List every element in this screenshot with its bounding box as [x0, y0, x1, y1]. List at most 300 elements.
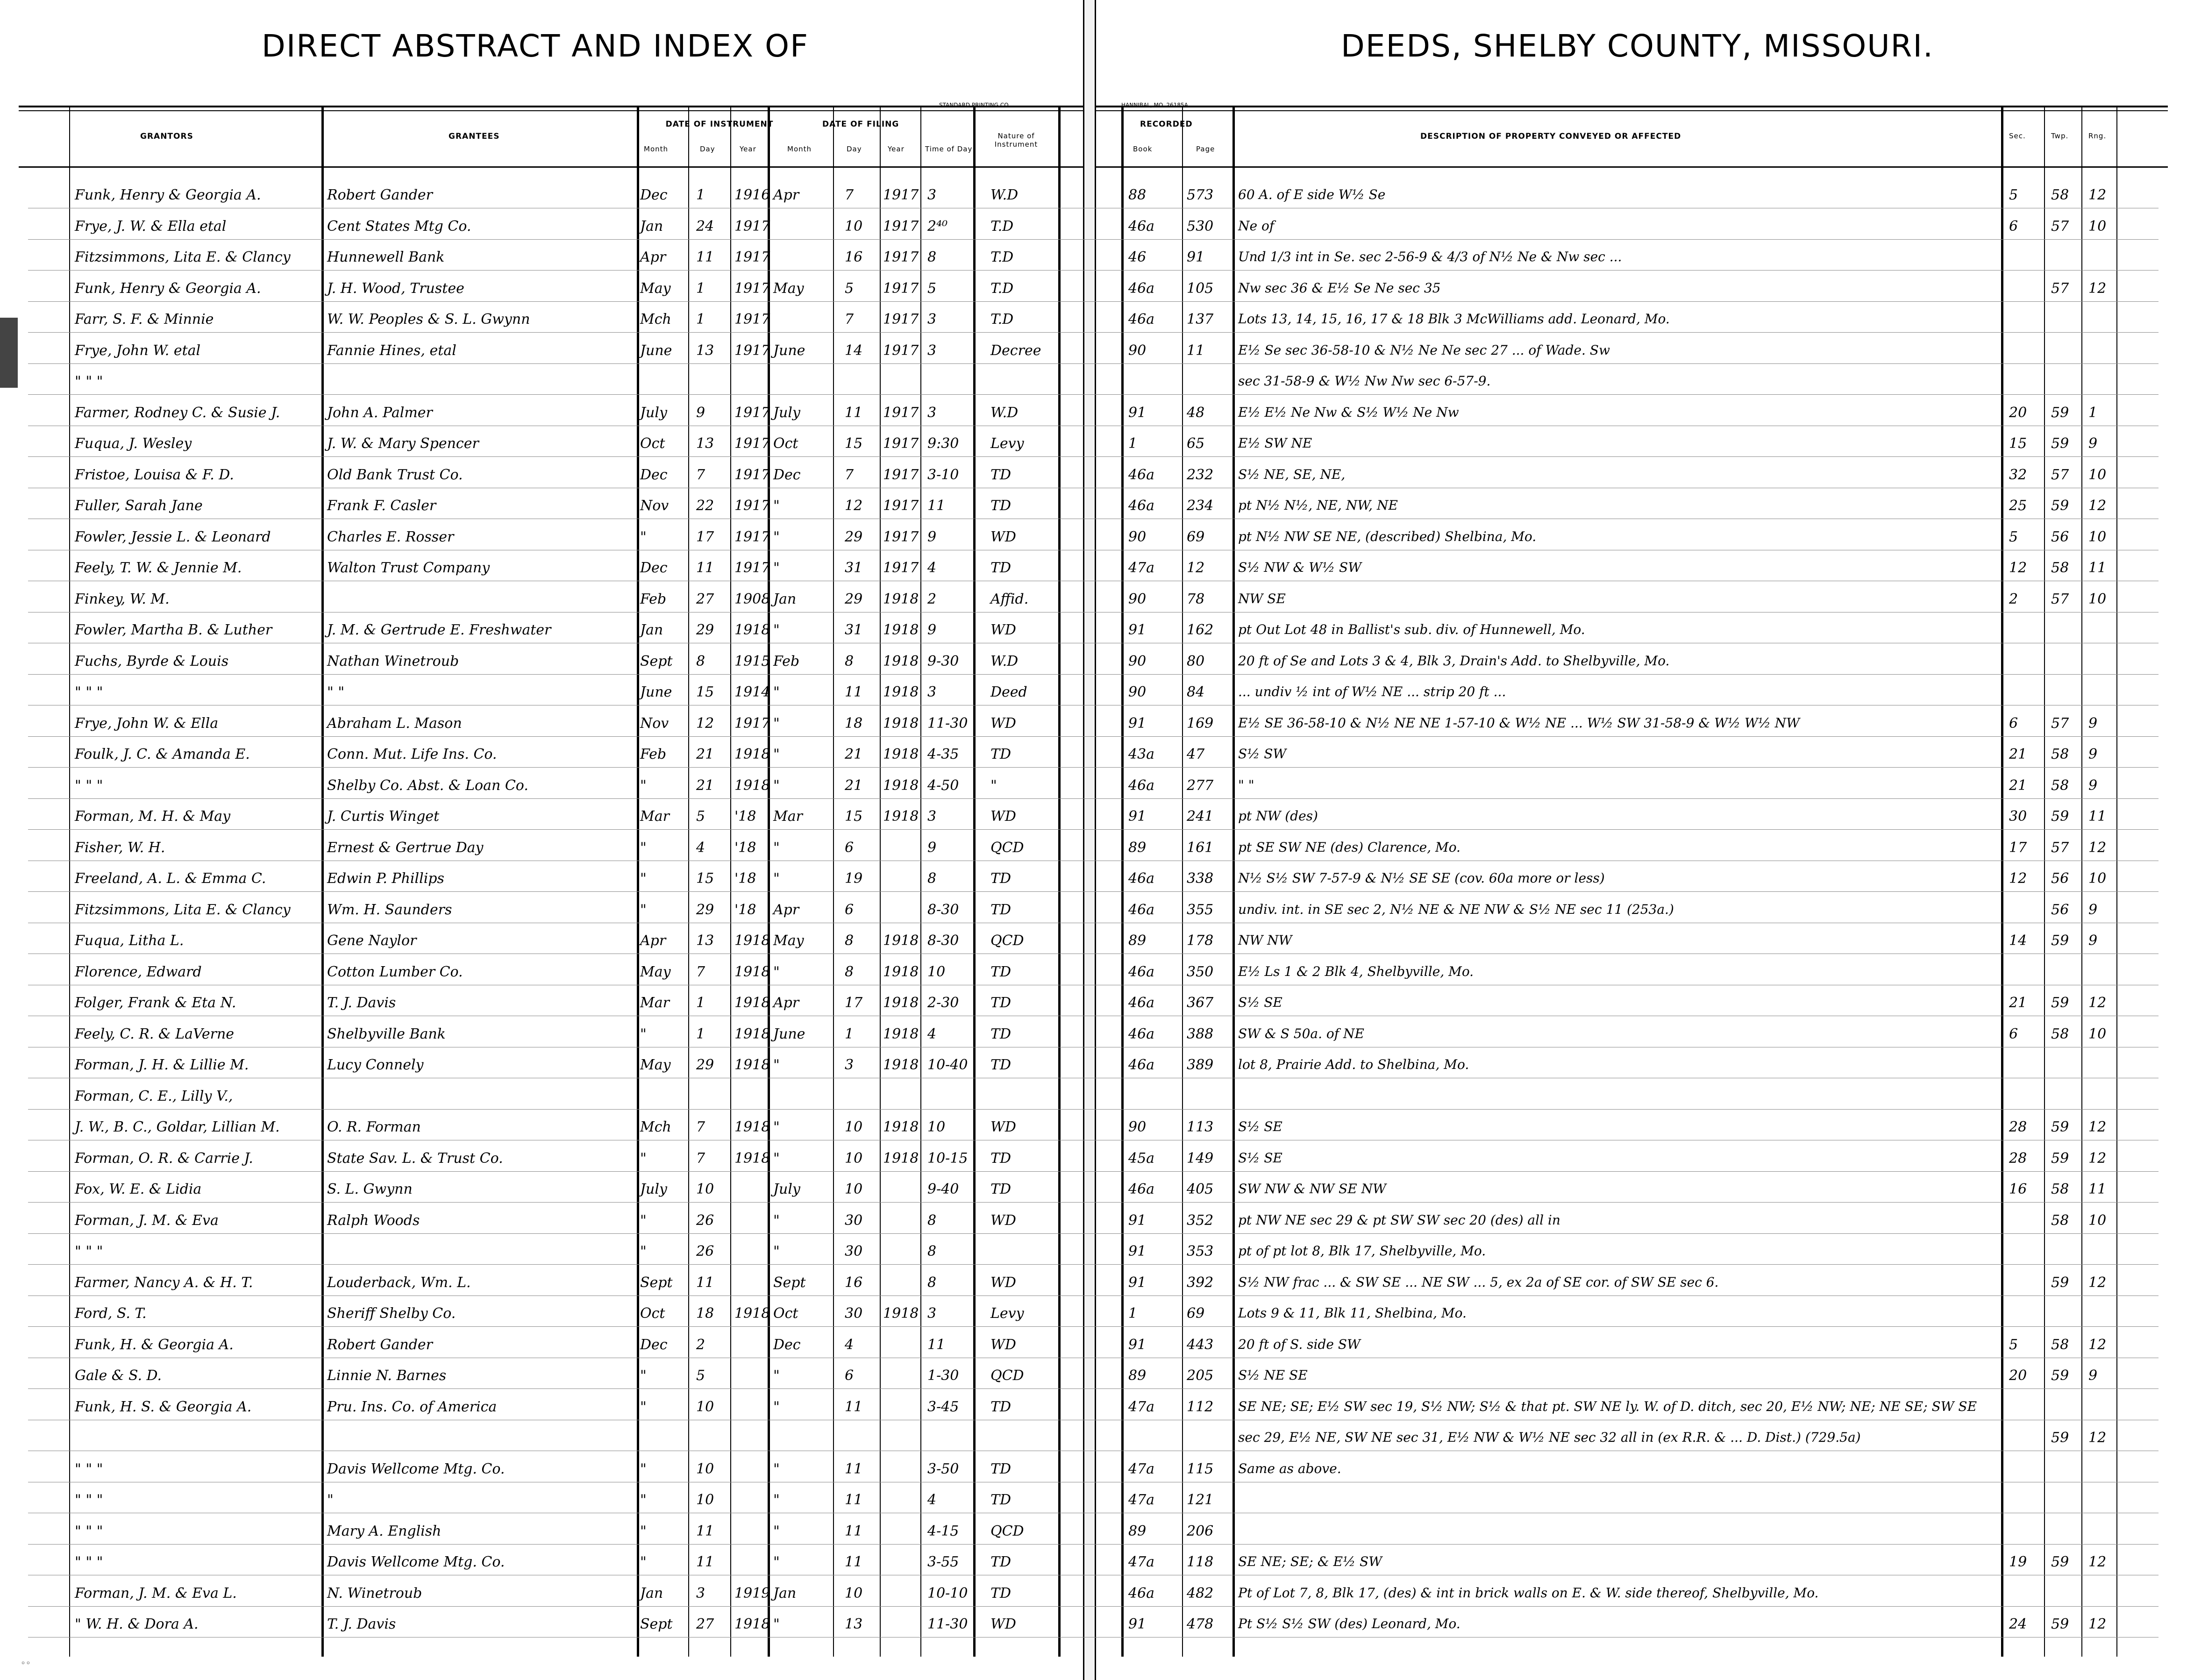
nature-cell: T.D: [990, 249, 1014, 265]
instrument-month-cell: May: [640, 1057, 671, 1073]
row-rule: [28, 270, 2159, 271]
page-title-right: DEEDS, SHELBY COUNTY, MISSOURI.: [1341, 28, 1934, 64]
filing-day-cell: 7: [845, 466, 854, 483]
grantee-cell: Davis Wellcome Mtg. Co.: [327, 1460, 505, 1477]
filing-year-cell: 1918: [883, 684, 919, 700]
filing-year-cell: 1917: [883, 466, 919, 483]
description-cell: E½ Se sec 36-58-10 & N½ Ne Ne sec 27 ... of Wade. Sw: [1238, 342, 1610, 358]
header-rng: Rng.: [2088, 132, 2107, 140]
sec-cell: 17: [2009, 839, 2027, 856]
book-cell: 91: [1128, 715, 1147, 732]
filing-year-cell: 1918: [883, 1025, 919, 1042]
filing-day-cell: 29: [845, 528, 863, 545]
filing-year-cell: 1918: [883, 777, 919, 794]
grantee-cell: Charles E. Rosser: [327, 528, 454, 545]
filing-year-cell: 1917: [883, 249, 919, 265]
nature-cell: WD: [990, 622, 1016, 638]
grantor-cell: " " ": [75, 1554, 103, 1570]
page-title-left: DIRECT ABSTRACT AND INDEX OF: [262, 28, 809, 64]
grantor-cell: Farmer, Nancy A. & H. T.: [75, 1274, 253, 1291]
instrument-day-cell: 13: [696, 435, 714, 452]
col-line: [2081, 107, 2082, 1657]
instrument-year-cell: 1917: [734, 528, 770, 545]
description-cell: ... undiv ½ int of W½ NE ... strip 20 ft ...: [1238, 684, 1506, 699]
filing-day-cell: 4: [845, 1336, 854, 1353]
nature-cell: ": [990, 777, 997, 794]
filing-day-cell: 30: [845, 1243, 863, 1260]
page-cell: 206: [1187, 1523, 1214, 1539]
time-of-day-cell: 4: [927, 560, 937, 576]
header-book: Book: [1133, 145, 1153, 153]
book-cell: 88: [1128, 187, 1147, 203]
sec-cell: 20: [2009, 1367, 2027, 1384]
instrument-year-cell: 1918: [734, 963, 770, 980]
filing-month-cell: ": [773, 1150, 780, 1167]
twp-cell: 59: [2051, 995, 2069, 1011]
rng-cell: 9: [2088, 933, 2098, 949]
grantee-cell: Frank F. Casler: [327, 498, 436, 514]
col-line: [1121, 107, 1124, 1657]
twp-cell: 56: [2051, 870, 2069, 887]
grantor-cell: " " ": [75, 1460, 103, 1477]
grantee-cell: Nathan Winetroub: [327, 653, 459, 669]
time-of-day-cell: 3: [927, 808, 937, 825]
twp-cell: 56: [2051, 901, 2069, 918]
grantee-cell: Cent States Mtg Co.: [327, 218, 471, 235]
filing-year-cell: 1918: [883, 653, 919, 669]
grantee-cell: N. Winetroub: [327, 1585, 422, 1602]
page-cell: 352: [1187, 1212, 1214, 1229]
sec-cell: 6: [2009, 1025, 2018, 1042]
filing-month-cell: ": [773, 1119, 780, 1135]
instrument-month-cell: Dec: [640, 1336, 668, 1353]
time-of-day-cell: 4-15: [927, 1523, 959, 1539]
rng-cell: 12: [2088, 1119, 2107, 1135]
description-cell: SW & S 50a. of NE: [1238, 1025, 1364, 1041]
book-cell: 89: [1128, 1367, 1147, 1384]
rng-cell: 10: [2088, 870, 2107, 887]
twp-cell: 59: [2051, 1554, 2069, 1570]
page-cell: 355: [1187, 901, 1214, 918]
description-cell: S½ SE: [1238, 995, 1282, 1010]
grantor-cell: Finkey, W. M.: [75, 591, 170, 607]
instrument-day-cell: 10: [696, 1181, 714, 1197]
grantor-cell: Forman, J. H. & Lillie M.: [75, 1057, 249, 1073]
page-cell: 443: [1187, 1336, 1214, 1353]
rng-cell: 9: [2088, 715, 2098, 732]
rng-cell: 12: [2088, 1150, 2107, 1167]
col-line: [1232, 107, 1235, 1657]
page-cell: 388: [1187, 1025, 1214, 1042]
filing-day-cell: 10: [845, 1150, 863, 1167]
instrument-year-cell: '18: [734, 808, 756, 825]
row-rule: [28, 1544, 2159, 1545]
instrument-year-cell: 1918: [734, 1119, 770, 1135]
instrument-month-cell: Nov: [640, 715, 669, 732]
header-day-filing: Day: [847, 145, 862, 153]
grantor-cell: Funk, H. & Georgia A.: [75, 1336, 234, 1353]
nature-cell: TD: [990, 1492, 1012, 1508]
filing-day-cell: 12: [845, 498, 863, 514]
page-cell: 161: [1187, 839, 1214, 856]
nature-cell: TD: [990, 995, 1012, 1011]
twp-cell: 58: [2051, 777, 2069, 794]
description-cell: pt NW NE sec 29 & pt SW SW sec 20 (des) all in: [1238, 1212, 1560, 1228]
sec-cell: 5: [2009, 187, 2018, 203]
grantee-cell: J. Curtis Winget: [327, 808, 440, 825]
filing-day-cell: 31: [845, 560, 863, 576]
time-of-day-cell: 3-55: [927, 1554, 959, 1570]
instrument-month-cell: Sept: [640, 1274, 673, 1291]
col-line: [920, 107, 921, 1657]
filing-year-cell: 1918: [883, 1057, 919, 1073]
row-rule: [28, 456, 2159, 457]
instrument-year-cell: 1916: [734, 187, 770, 203]
book-cell: 47a: [1128, 1460, 1155, 1477]
col-line: [1182, 107, 1183, 1657]
twp-cell: 59: [2051, 933, 2069, 949]
grantee-cell: Shelbyville Bank: [327, 1025, 446, 1042]
grantee-cell: J. H. Wood, Trustee: [327, 280, 464, 297]
nature-cell: WD: [990, 1616, 1016, 1632]
nature-cell: Levy: [990, 435, 1024, 452]
filing-year-cell: 1917: [883, 218, 919, 235]
rng-cell: 12: [2088, 498, 2107, 514]
instrument-month-cell: Mar: [640, 808, 670, 825]
time-of-day-cell: 3-50: [927, 1460, 959, 1477]
description-cell: S½ NW frac ... & SW SE ... NE SW ... 5, ex 2a of SE cor. of SW SE sec 6.: [1238, 1274, 1719, 1290]
description-cell: pt NW (des): [1238, 808, 1318, 824]
book-cell: 46a: [1128, 311, 1155, 327]
filing-day-cell: 14: [845, 342, 863, 359]
nature-cell: QCD: [990, 839, 1024, 856]
grantee-cell: Edwin P. Phillips: [327, 870, 444, 887]
header-time-of-day: Time of Day: [925, 145, 973, 153]
filing-month-cell: ": [773, 777, 780, 794]
grantor-cell: Fuchs, Byrde & Louis: [75, 653, 229, 669]
nature-cell: QCD: [990, 1523, 1024, 1539]
sec-cell: 14: [2009, 933, 2027, 949]
instrument-month-cell: Dec: [640, 560, 668, 576]
instrument-year-cell: 1919: [734, 1585, 770, 1602]
instrument-year-cell: 1917: [734, 218, 770, 235]
page-cell: 389: [1187, 1057, 1214, 1073]
sec-cell: 19: [2009, 1554, 2027, 1570]
twp-cell: 57: [2051, 466, 2069, 483]
col-line: [637, 107, 639, 1657]
twp-cell: 58: [2051, 1025, 2069, 1042]
book-cell: 89: [1128, 839, 1147, 856]
sec-cell: 28: [2009, 1119, 2027, 1135]
filing-month-cell: ": [773, 1460, 780, 1477]
filing-day-cell: 8: [845, 963, 854, 980]
description-cell: Pt of Lot 7, 8, Blk 17, (des) & int in brick walls on E. & W. side thereof, Shelbyville, Mo.: [1238, 1585, 1819, 1601]
filing-day-cell: 21: [845, 777, 863, 794]
instrument-month-cell: ": [640, 1367, 647, 1384]
description-cell: pt SE SW NE (des) Clarence, Mo.: [1238, 839, 1460, 855]
grantee-cell: Old Bank Trust Co.: [327, 466, 463, 483]
grantor-cell: Forman, J. M. & Eva: [75, 1212, 219, 1229]
nature-cell: TD: [990, 1554, 1012, 1570]
filing-year-cell: 1917: [883, 342, 919, 359]
instrument-month-cell: Apr: [640, 933, 666, 949]
description-cell: E½ Ls 1 & 2 Blk 4, Shelbyville, Mo.: [1238, 963, 1474, 979]
instrument-year-cell: 1917: [734, 466, 770, 483]
filing-month-cell: ": [773, 1367, 780, 1384]
filing-day-cell: 16: [845, 1274, 863, 1291]
rng-cell: 12: [2088, 1554, 2107, 1570]
book-cell: 1: [1128, 435, 1138, 452]
row-rule: [28, 332, 2159, 333]
page-cell: 392: [1187, 1274, 1214, 1291]
twp-cell: 57: [2051, 591, 2069, 607]
grantor-cell: Gale & S. D.: [75, 1367, 162, 1384]
time-of-day-cell: 3: [927, 404, 937, 421]
filing-month-cell: ": [773, 1212, 780, 1229]
filing-month-cell: June: [773, 1025, 805, 1042]
grantee-cell: Lucy Connely: [327, 1057, 424, 1073]
instrument-month-cell: Oct: [640, 435, 665, 452]
filing-day-cell: 11: [845, 404, 863, 421]
filing-month-cell: June: [773, 342, 805, 359]
instrument-month-cell: Jan: [640, 218, 663, 235]
instrument-day-cell: 1: [696, 311, 705, 327]
filing-year-cell: 1917: [883, 498, 919, 514]
nature-cell: TD: [990, 1150, 1012, 1167]
rng-cell: 12: [2088, 1336, 2107, 1353]
page-cell: 112: [1187, 1398, 1214, 1415]
grantee-cell: Conn. Mut. Life Ins. Co.: [327, 746, 497, 762]
filing-month-cell: Jan: [773, 591, 797, 607]
header-month-filing: Month: [787, 145, 812, 153]
instrument-day-cell: 13: [696, 342, 714, 359]
description-cell: sec 29, E½ NE, SW NE sec 31, E½ NW & W½ NE sec 32 all in (ex R.R. & ... D. Dist.) (729.5a): [1238, 1430, 1861, 1445]
sec-cell: 12: [2009, 870, 2027, 887]
row-rule: [28, 1388, 2159, 1389]
twp-cell: 59: [2051, 1616, 2069, 1632]
instrument-year-cell: 1917: [734, 342, 770, 359]
time-of-day-cell: 2: [927, 591, 937, 607]
time-of-day-cell: 10-15: [927, 1150, 968, 1167]
grantor-cell: " " ": [75, 1243, 103, 1260]
filing-day-cell: 6: [845, 1367, 854, 1384]
filing-year-cell: 1918: [883, 622, 919, 638]
instrument-month-cell: ": [640, 528, 647, 545]
twp-cell: 59: [2051, 808, 2069, 825]
grantor-cell: Forman, O. R. & Carrie J.: [75, 1150, 253, 1167]
filing-month-cell: Apr: [773, 187, 799, 203]
page-cell: 137: [1187, 311, 1214, 327]
col-line: [880, 107, 881, 1657]
col-line: [688, 107, 689, 1657]
grantor-cell: Freeland, A. L. & Emma C.: [75, 870, 266, 887]
page-cell: 12: [1187, 560, 1205, 576]
filing-year-cell: 1918: [883, 591, 919, 607]
filing-year-cell: 1918: [883, 995, 919, 1011]
rng-cell: 12: [2088, 187, 2107, 203]
instrument-year-cell: 1917: [734, 715, 770, 732]
filing-day-cell: 5: [845, 280, 854, 297]
page-cell: 530: [1187, 218, 1214, 235]
sec-cell: 30: [2009, 808, 2027, 825]
grantee-cell: Cotton Lumber Co.: [327, 963, 463, 980]
instrument-day-cell: 7: [696, 1150, 705, 1167]
filing-month-cell: ": [773, 1243, 780, 1260]
time-of-day-cell: 8: [927, 1274, 937, 1291]
nature-cell: TD: [990, 1460, 1012, 1477]
page-cell: 118: [1187, 1554, 1214, 1570]
instrument-day-cell: 10: [696, 1398, 714, 1415]
grantor-cell: Feely, C. R. & LaVerne: [75, 1025, 235, 1042]
page-cell: 482: [1187, 1585, 1214, 1602]
instrument-month-cell: ": [640, 1150, 647, 1167]
page-cell: 353: [1187, 1243, 1214, 1260]
book-cell: 91: [1128, 1336, 1147, 1353]
row-rule: [28, 1264, 2159, 1265]
instrument-day-cell: 1: [696, 995, 705, 1011]
book-cell: 45a: [1128, 1150, 1155, 1167]
filing-day-cell: 8: [845, 653, 854, 669]
instrument-year-cell: 1918: [734, 777, 770, 794]
twp-cell: 57: [2051, 280, 2069, 297]
rng-cell: 9: [2088, 435, 2098, 452]
filing-month-cell: Mar: [773, 808, 803, 825]
filing-month-cell: May: [773, 280, 804, 297]
book-cell: 46a: [1128, 498, 1155, 514]
filing-month-cell: ": [773, 870, 780, 887]
rng-cell: 12: [2088, 1616, 2107, 1632]
grantee-cell: Pru. Ins. Co. of America: [327, 1398, 497, 1415]
row-rule: [28, 301, 2159, 302]
nature-cell: W.D: [990, 187, 1019, 203]
twp-cell: 59: [2051, 1150, 2069, 1167]
rng-cell: 10: [2088, 1025, 2107, 1042]
grantor-cell: Fowler, Martha B. & Luther: [75, 622, 272, 638]
grantor-cell: " " ": [75, 777, 103, 794]
page-cell: 241: [1187, 808, 1214, 825]
filing-day-cell: 30: [845, 1305, 863, 1322]
grantor-cell: Funk, Henry & Georgia A.: [75, 187, 261, 203]
page-cell: 121: [1187, 1492, 1214, 1508]
page-cell: 80: [1187, 653, 1205, 669]
instrument-day-cell: 15: [696, 870, 714, 887]
grantee-cell: Linnie N. Barnes: [327, 1367, 447, 1384]
nature-cell: Levy: [990, 1305, 1024, 1322]
rng-cell: 12: [2088, 1430, 2107, 1446]
header-page: Page: [1196, 145, 1215, 153]
instrument-year-cell: 1918: [734, 1616, 770, 1632]
rng-cell: 9: [2088, 777, 2098, 794]
row-rule: [28, 363, 2159, 364]
nature-cell: TD: [990, 1398, 1012, 1415]
time-of-day-cell: 9:30: [927, 435, 959, 452]
instrument-year-cell: 1917: [734, 404, 770, 421]
row-rule: [28, 1326, 2159, 1327]
twp-cell: 56: [2051, 528, 2069, 545]
time-of-day-cell: 5: [927, 280, 937, 297]
instrument-month-cell: ": [640, 1025, 647, 1042]
filing-day-cell: 11: [845, 1554, 863, 1570]
instrument-year-cell: 1917: [734, 435, 770, 452]
instrument-day-cell: 3: [696, 1585, 705, 1602]
instrument-day-cell: 11: [696, 249, 714, 265]
time-of-day-cell: 4-50: [927, 777, 959, 794]
grantee-cell: Wm. H. Saunders: [327, 901, 452, 918]
header-year: Year: [740, 145, 756, 153]
page-cell: 169: [1187, 715, 1214, 732]
instrument-month-cell: ": [640, 777, 647, 794]
col-line: [768, 107, 770, 1657]
time-of-day-cell: 10: [927, 1119, 946, 1135]
filing-month-cell: ": [773, 1492, 780, 1508]
header-grantees: GRANTEES: [449, 132, 500, 141]
time-of-day-cell: 10-10: [927, 1585, 968, 1602]
header-grantors: GRANTORS: [140, 132, 193, 141]
instrument-month-cell: July: [640, 1181, 667, 1197]
col-line: [2116, 107, 2117, 1657]
filing-month-cell: Oct: [773, 435, 798, 452]
sec-cell: 25: [2009, 498, 2027, 514]
col-line: [1058, 107, 1061, 1657]
printer-mark-left: STANDARD PRINTING CO.: [939, 102, 1011, 108]
col-line: [973, 107, 976, 1657]
corner-mark: ◦◦: [21, 1659, 31, 1668]
nature-cell: Decree: [990, 342, 1041, 359]
sec-cell: 16: [2009, 1181, 2027, 1197]
book-cell: 90: [1128, 342, 1147, 359]
instrument-day-cell: 11: [696, 1274, 714, 1291]
row-rule: [28, 1202, 2159, 1203]
page-cell: 105: [1187, 280, 1214, 297]
filing-month-cell: ": [773, 1554, 780, 1570]
nature-cell: QCD: [990, 1367, 1024, 1384]
header-recorded: RECORDED: [1140, 120, 1193, 129]
filing-year-cell: 1917: [883, 311, 919, 327]
grantor-cell: Fisher, W. H.: [75, 839, 165, 856]
filing-month-cell: ": [773, 963, 780, 980]
instrument-month-cell: May: [640, 280, 671, 297]
description-cell: pt of pt lot 8, Blk 17, Shelbyville, Mo.: [1238, 1243, 1486, 1259]
twp-cell: 59: [2051, 404, 2069, 421]
grantor-cell: Frye, John W. etal: [75, 342, 201, 359]
book-cell: 43a: [1128, 746, 1155, 762]
filing-day-cell: 15: [845, 435, 863, 452]
instrument-month-cell: June: [640, 342, 672, 359]
grantor-cell: " " ": [75, 1523, 103, 1539]
instrument-year-cell: 1918: [734, 746, 770, 762]
time-of-day-cell: 8: [927, 1243, 937, 1260]
twp-cell: 59: [2051, 435, 2069, 452]
book-cell: 91: [1128, 1274, 1147, 1291]
sec-cell: 6: [2009, 715, 2018, 732]
printer-mark-right: HANNIBAL, MO. 26185A: [1121, 102, 1188, 108]
book-cell: 46: [1128, 249, 1147, 265]
instrument-day-cell: 13: [696, 933, 714, 949]
sec-cell: 12: [2009, 560, 2027, 576]
instrument-year-cell: '18: [734, 839, 756, 856]
grantee-cell: J. W. & Mary Spencer: [327, 435, 479, 452]
filing-month-cell: ": [773, 746, 780, 762]
twp-cell: 58: [2051, 1181, 2069, 1197]
time-of-day-cell: 8: [927, 870, 937, 887]
row-rule: [28, 1606, 2159, 1607]
grantor-cell: Fowler, Jessie L. & Leonard: [75, 528, 271, 545]
description-cell: S½ NE SE: [1238, 1367, 1308, 1383]
instrument-month-cell: Jan: [640, 1585, 663, 1602]
book-cell: 46a: [1128, 995, 1155, 1011]
instrument-day-cell: 27: [696, 591, 714, 607]
nature-cell: TD: [990, 1025, 1012, 1042]
